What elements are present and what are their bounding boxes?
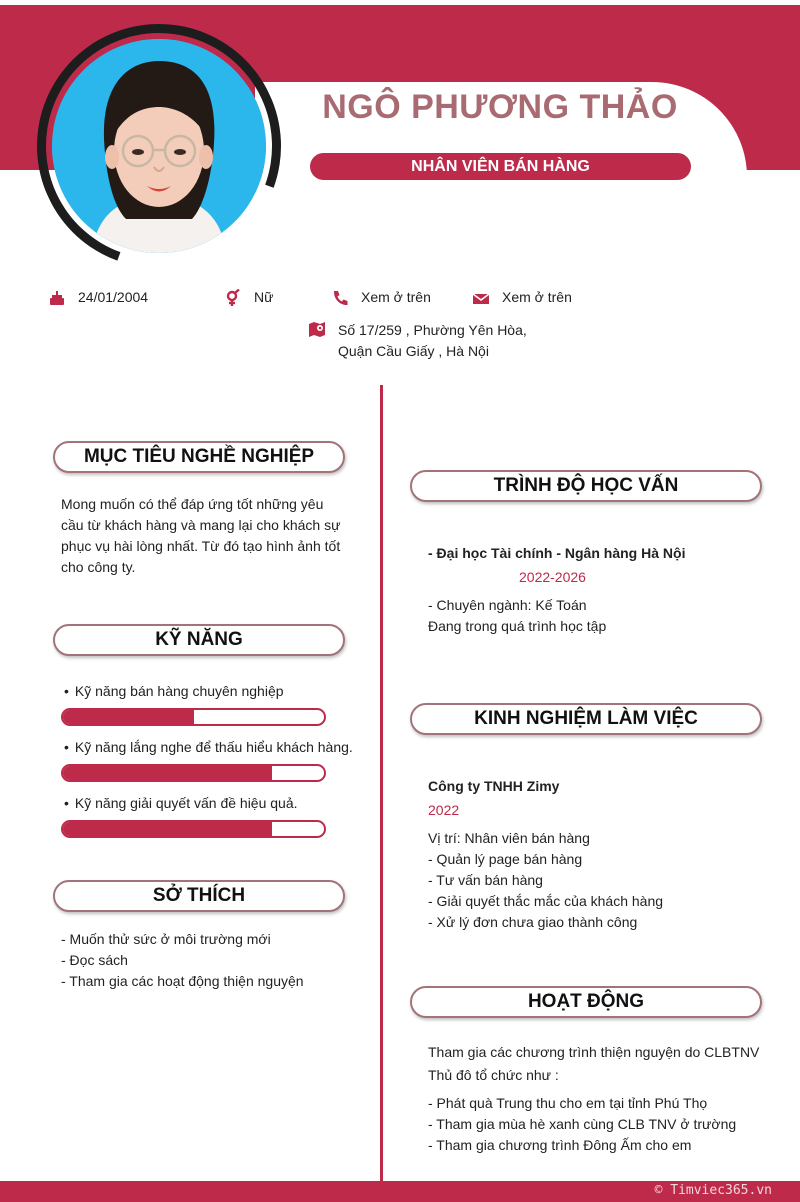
job-title: NHÂN VIÊN BÁN HÀNG: [310, 153, 691, 180]
experience-line: - Tư vấn bán hàng: [428, 872, 543, 888]
objective-line: cầu từ khách hàng và mang lại cho khách sự: [61, 517, 341, 533]
birthday-cake-icon: [48, 289, 66, 307]
hobby-item: - Đọc sách: [61, 952, 128, 968]
address-value: [338, 320, 527, 362]
skills-heading: KỸ NĂNG: [53, 624, 345, 656]
phone-value: Xem ở trên: [361, 289, 431, 305]
skill-label: • Kỹ năng giải quyết vấn đề hiệu quả.: [64, 795, 298, 811]
skill-fill: [63, 710, 194, 724]
experience-line: - Xử lý đơn chưa giao thành công: [428, 914, 638, 930]
education-status: Đang trong quá trình học tập: [428, 618, 607, 634]
birthday-value: 24/01/2004: [78, 289, 149, 305]
experience-heading: KINH NGHIỆM LÀM VIỆC: [410, 703, 762, 735]
hobbies-heading: SỞ THÍCH: [53, 880, 345, 912]
activities-intro-line: Thủ đô tổ chức như :: [428, 1067, 559, 1083]
avatar: [52, 39, 266, 253]
email-row: [472, 289, 572, 307]
skill-label: • Kỹ năng bán hàng chuyên nghiệp: [64, 683, 284, 699]
hobby-item: - Tham gia các hoạt động thiện nguyện: [61, 973, 304, 989]
experience-year: 2022: [428, 802, 460, 818]
address-row: [308, 320, 527, 362]
skill-bar: [61, 764, 326, 782]
education-years: 2022-2026: [519, 569, 586, 585]
footer-watermark: © Timviec365.vn: [654, 1183, 772, 1198]
education-heading: TRÌNH ĐỘ HỌC VẤN: [410, 470, 762, 502]
activities-list: [428, 1093, 773, 1156]
birthday-row: [48, 289, 148, 307]
activities-heading: HOẠT ĐỘNG: [410, 986, 762, 1018]
gender-value: Nữ: [254, 289, 274, 305]
hobby-item: - Muốn thử sức ở môi trường mới: [61, 931, 271, 947]
objective-line: Mong muốn có thể đáp ứng tốt những yêu: [61, 496, 324, 512]
hobbies-list: [61, 929, 361, 992]
activities-intro: [428, 1041, 773, 1087]
activity-item: - Tham gia chương trình Đông Ấm cho em: [428, 1137, 692, 1153]
objective-text: [61, 494, 351, 578]
school-name: - Đại học Tài chính - Ngân hàng Hà Nội: [428, 545, 686, 561]
objective-heading: MỤC TIÊU NGHỀ NGHIỆP: [53, 441, 345, 473]
email-value: Xem ở trên: [502, 289, 572, 305]
activity-item: - Tham gia mùa hè xanh cùng CLB TNV ở trường: [428, 1116, 737, 1132]
address-line-2: Quận Cầu Giấy , Hà Nội: [338, 343, 489, 359]
experience-line: Vị trí: Nhân viên bán hàng: [428, 830, 590, 846]
education-major: - Chuyên ngành: Kế Toán: [428, 597, 587, 613]
objective-line: phục vụ hài lòng nhất. Từ đó tạo hình ảnh tốt: [61, 538, 341, 554]
skill-bar: [61, 820, 326, 838]
skill-fill: [63, 822, 272, 836]
activities-intro-line: Tham gia các chương trình thiện nguyện do CLBTNV: [428, 1044, 760, 1060]
email-icon: [472, 289, 490, 307]
gender-row: [224, 289, 273, 307]
portrait-photo: [52, 39, 266, 253]
column-divider: [380, 385, 383, 1182]
phone-icon: [331, 289, 349, 307]
skill-fill: [63, 766, 272, 780]
activity-item: - Phát quà Trung thu cho em tại tỉnh Phú Thọ: [428, 1095, 708, 1111]
experience-line: - Quản lý page bán hàng: [428, 851, 583, 867]
skill-bar: [61, 708, 326, 726]
skill-label: • Kỹ năng lắng nghe để thấu hiểu khách hàng.: [64, 739, 353, 755]
map-pin-icon: [308, 320, 326, 338]
objective-line: cho công ty.: [61, 559, 136, 575]
experience-details: [428, 828, 768, 933]
address-line-1: Số 17/259 , Phường Yên Hòa,: [338, 322, 527, 338]
education-details: [428, 595, 768, 637]
company-name: Công ty TNHH Zimy: [428, 778, 560, 794]
experience-line: - Giải quyết thắc mắc của khách hàng: [428, 893, 664, 909]
phone-row: [331, 289, 431, 307]
candidate-name: NGÔ PHƯƠNG THẢO: [322, 88, 678, 126]
gender-icon: [224, 289, 242, 307]
